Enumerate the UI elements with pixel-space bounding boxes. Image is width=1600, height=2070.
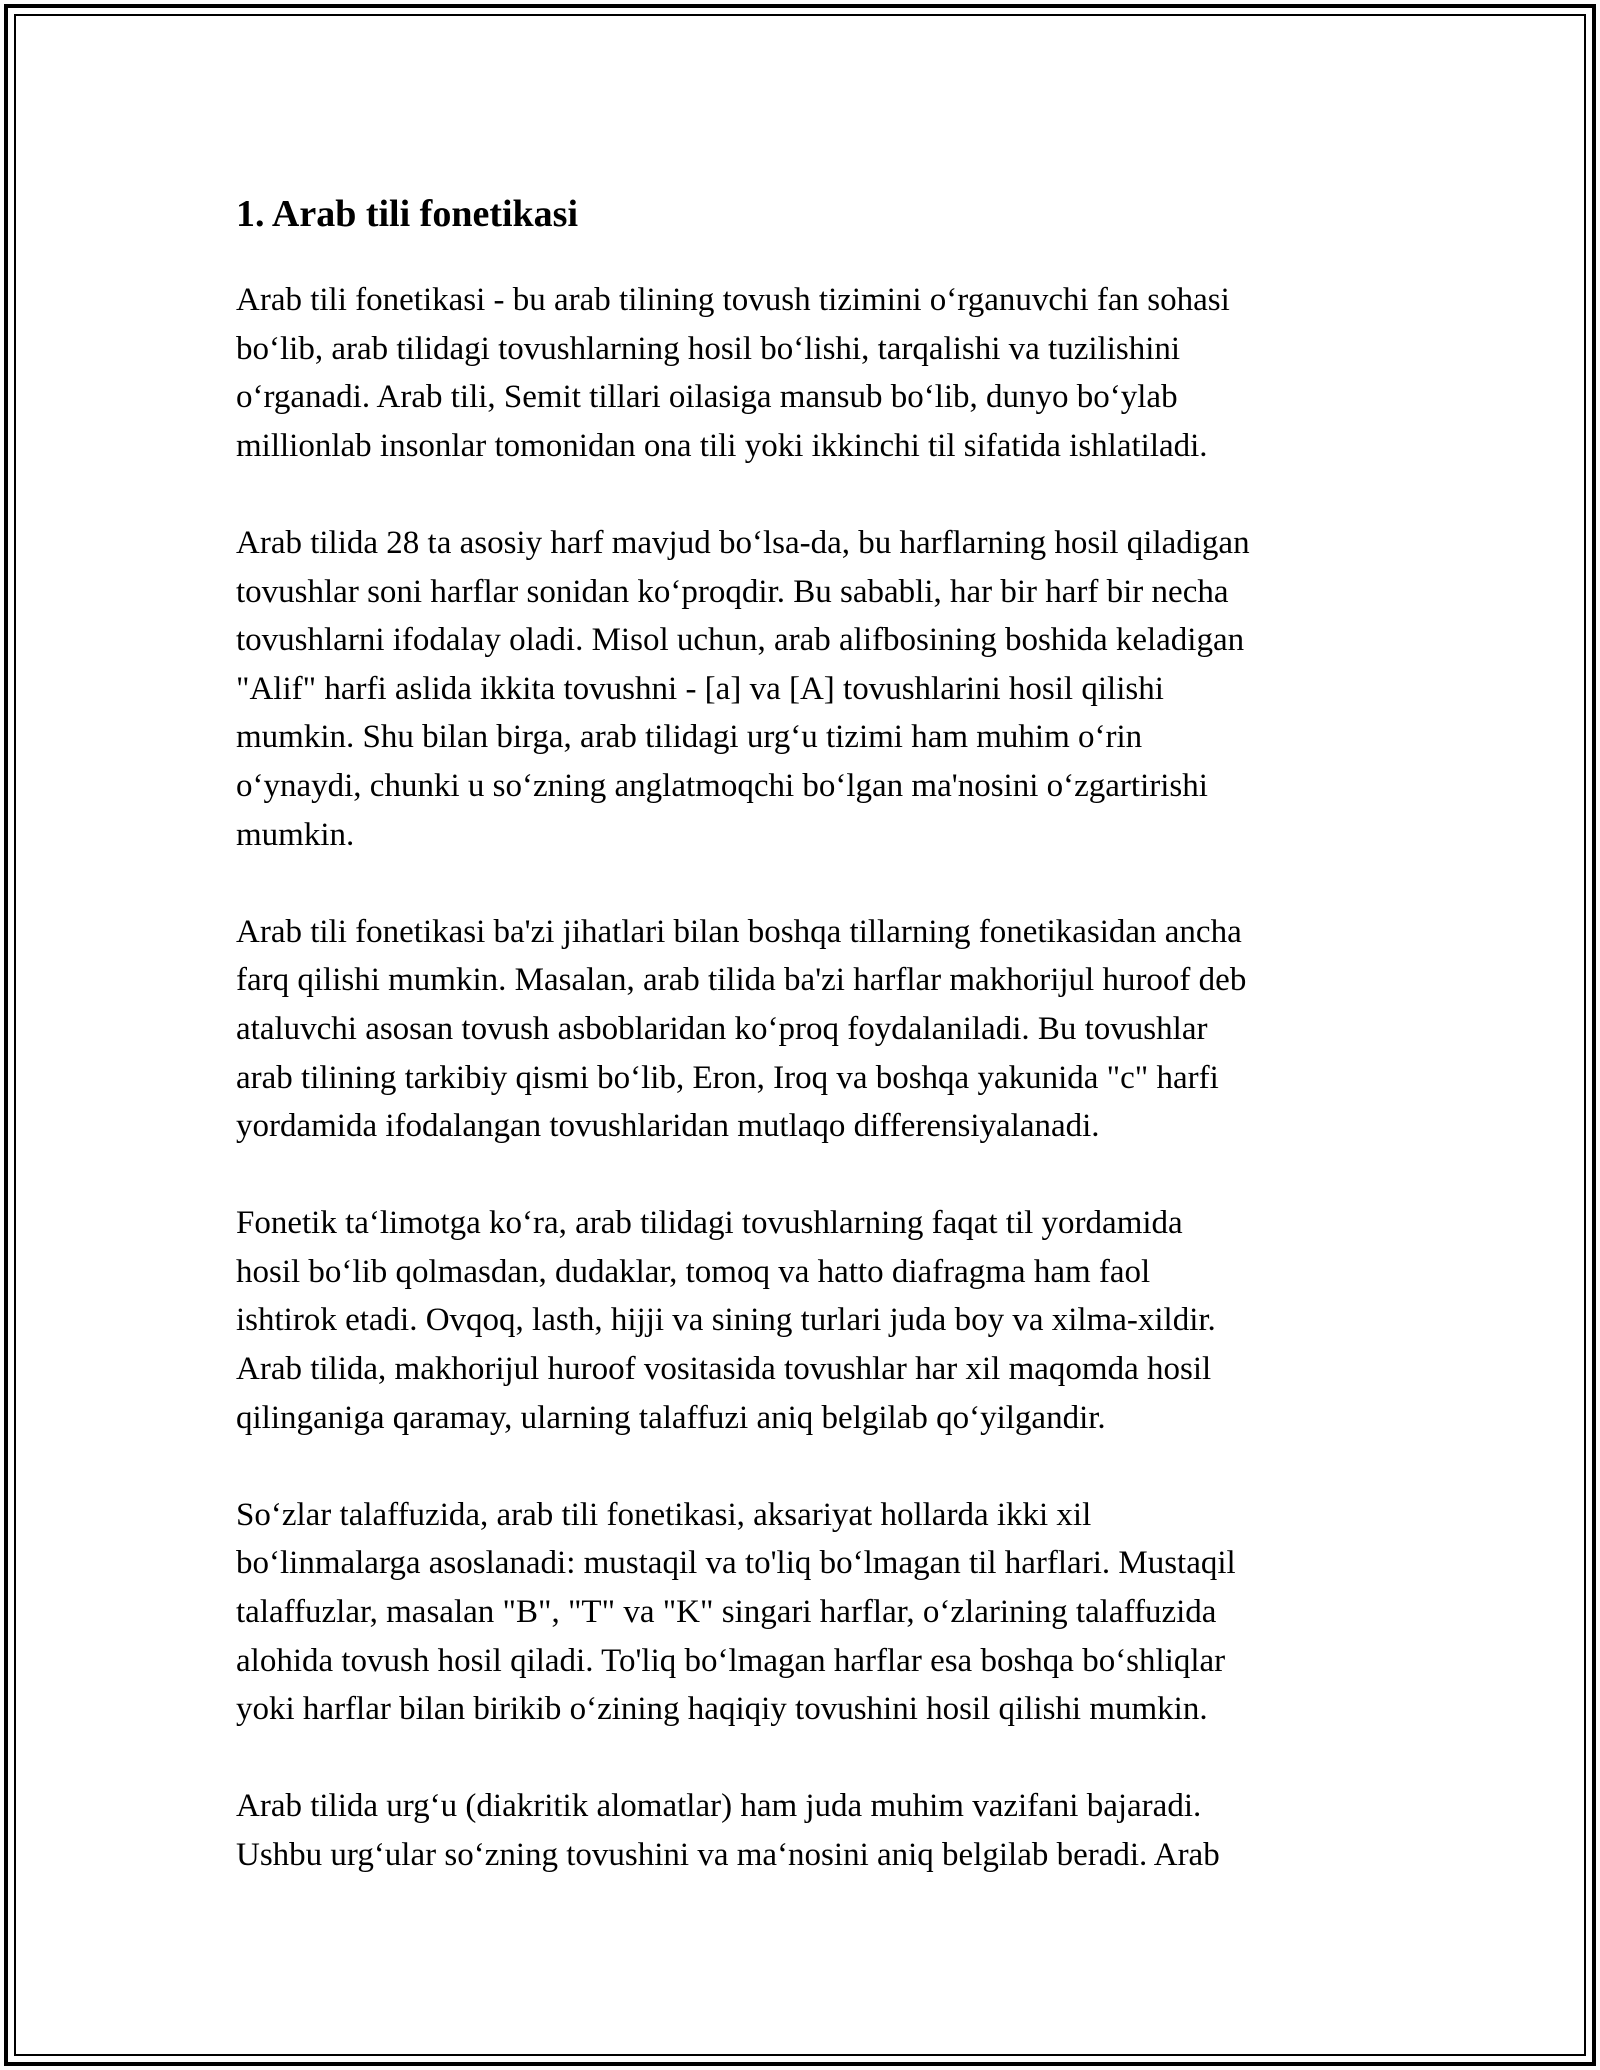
paragraph-4: Fonetik taʻlimotga koʻra, arab tilidagi tovushlarning faqat til yordamida hosil boʻlib qolmasdan, dudaklar, tomoq va hatto diafragma ham faol ishtirok etadi. Ovqoq, lasth, hijji va sining turlari juda boy va xilma-xildir. Arab tilida, makhorijul huroof vositasida tovushlar har xil maqomda hosil qilinganiga qaramay, ularning talaffuzi aniq belgilab qoʻyilgandir. bbox=[236, 1205, 1216, 1436]
section-heading: 1. Arab tili fonetikasi bbox=[236, 193, 579, 235]
document-body bbox=[236, 276, 1386, 1880]
document-content bbox=[236, 186, 1386, 1880]
paragraph-3: Arab tili fonetikasi ba'zi jihatlari bilan boshqa tillarning fonetikasidan ancha farq qilishi mumkin. Masalan, arab tilida ba'zi harflar makhorijul huroof deb ataluvchi asosan tovush asboblaridan koʻproq foydalaniladi. Bu tovushlar arab tilining tarkibiy qismi boʻlib, Eron, Iroq va boshqa yakunida "c" harfi yordamida ifodalangan tovushlaridan mutlaqo differensiyalanadi. bbox=[236, 913, 1247, 1145]
paragraph-5: Soʻzlar talaffuzida, arab tili fonetikasi, aksariyat hollarda ikki xil boʻlinmalarga asoslanadi: mustaqil va to'liq boʻlmagan til harflari. Mustaqil talaffuzlar, masalan "B", "T" va "K" singari harflar, oʻzlarining talaffuzida alohida tovush hosil qiladi. To'liq boʻlmagan harflar esa boshqa boʻshliqlar yoki harflar bilan birikib oʻzining haqiqiy tovushini hosil qilishi mumkin. bbox=[236, 1496, 1236, 1728]
paragraph-2: Arab tilida 28 ta asosiy harf mavjud boʻlsa-da, bu harflarning hosil qiladigan tovushlar soni harflar sonidan koʻproqdir. Bu sababli, har bir harf bir necha tovushlarni ifodalay oladi. Misol uchun, arab alifbosining boshida keladigan "Alif" harfi aslida ikkita tovushni - [a] va [A] tovushlarini hosil qilishi mumkin. Shu bilan birga, arab tilidagi urgʻu tizimi ham muhim oʻrin oʻynaydi, chunki u soʻzning anglatmoqchi boʻlgan ma'nosini oʻzgartirishi mumkin. bbox=[236, 524, 1250, 853]
paragraph-1: Arab tili fonetikasi - bu arab tilining tovush tizimini oʻrganuvchi fan sohasi boʻlib, arab tilidagi tovushlarning hosil boʻlishi, tarqalishi va tuzilishini oʻrganadi. Arab tili, Semit tillari oilasiga mansub boʻlib, dunyo boʻylab millionlab insonlar tomonidan ona tili yoki ikkinchi til sifatida ishlatiladi. bbox=[236, 282, 1230, 464]
paragraph-6: Arab tilida urgʻu (diakritik alomatlar) ham juda muhim vazifani bajaradi. Ushbu urgʻular soʻzning tovushini va maʻnosini aniq belgilab beradi. Arab bbox=[236, 1788, 1220, 1873]
